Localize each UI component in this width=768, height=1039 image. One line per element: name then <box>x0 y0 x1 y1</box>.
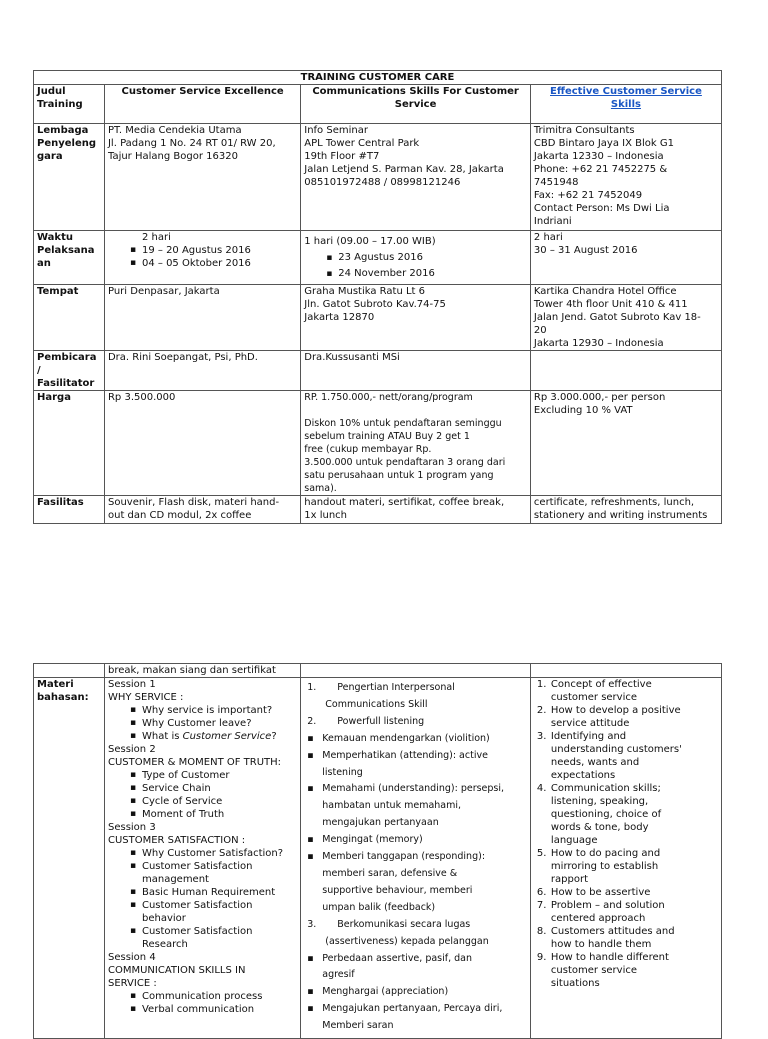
training-table <box>33 70 722 524</box>
pembicara-3 <box>530 351 721 391</box>
harga-1: Rp 3.500.000 <box>104 391 300 496</box>
list-item: ▪ Memberi tanggapan (responding): memberi saran, defensive & supportive behaviour, memberi umpan balik (feedback) <box>307 851 486 913</box>
list-item: 2. How to develop a positive service attitude <box>536 705 681 729</box>
fasilitas-1-continued: break, makan siang dan sertifikat <box>104 664 300 678</box>
col-title-1: Customer Service Excellence <box>104 85 300 124</box>
row-judul <box>34 85 722 124</box>
tempat-1: Puri Denpasar, Jakarta <box>104 285 300 351</box>
col-title-2: Communications Skills For Customer Service <box>301 85 531 124</box>
fasilitas-3: certificate, refreshments, lunch, stationery and writing instruments <box>530 496 721 524</box>
pembicara-2: Dra.Kussusanti MSi <box>301 351 531 391</box>
label-waktu: Waktu Pelaksana an <box>34 231 105 285</box>
row-fasilitas <box>34 496 722 524</box>
bullet-icon: ▪ <box>307 783 314 795</box>
list-item: ▪ Kemauan mendengarkan (violition) <box>304 731 527 748</box>
list-item: 4. Communication skills; listening, speaking, questioning, choice of words & tone, body language <box>536 783 662 846</box>
label-pembicara: Pembicara / Fasilitator <box>34 351 105 391</box>
list-item: 7. Problem – and solution centered approach <box>536 900 665 924</box>
list-item: ▪ 23 Agustus 2016 <box>304 250 527 266</box>
list-item: ▪ Communication process <box>108 990 297 1003</box>
label-harga: Harga <box>34 391 105 496</box>
materi-1: Session 1 WHY SERVICE : ▪ Why service is important? ▪ Why Customer leave? ▪ What is Customer Service? Session 2 CUSTOMER & MOMENT OF TRUTH: ▪ Type of Customer ▪ Service Chain ▪ Cycle of Service ▪ Moment of Truth Session 3 CUSTOMER SATISFACTION : ▪ Why Customer Satisfaction? ▪ Customer Satisfaction management ▪ Basic Human Requirement ▪ Customer Satisfaction behavior ▪ Customer Satisfaction Research Session 4 COMMUNICATION SKILLS IN SERVICE : ▪ Communication process ▪ Verbal communication <box>104 678 300 1039</box>
row-materi <box>34 678 722 1039</box>
list-item: ▪ Type of Customer <box>108 769 297 782</box>
list-item: 1. Pengertian Interpersonal Communications Skill <box>307 682 455 710</box>
list-item: ▪ Memahami (understanding): persepsi, hambatan untuk memahami, mengajukan pertanyaan <box>307 783 505 829</box>
row-pembicara <box>34 351 722 391</box>
row-continuation <box>34 664 722 678</box>
list-item: ▪ Service Chain <box>108 782 297 795</box>
lembaga-1: PT. Media Cendekia Utama Jl. Padang 1 No. 24 RT 01/ RW 20, Tajur Halang Bogor 16320 <box>104 124 300 231</box>
list-item: 9. How to handle different customer service situations <box>536 952 669 989</box>
list-item: ▪ Why Customer Satisfaction? <box>108 847 297 860</box>
list-item: ▪ Verbal communication <box>108 1003 297 1016</box>
list-item: ▪ Mengingat (memory) <box>304 832 527 849</box>
bullet-icon: ▪ <box>307 1003 314 1015</box>
materi-3 <box>530 678 721 1039</box>
bullet-icon: ▪ <box>307 749 314 761</box>
waktu-3: 2 hari 30 – 31 August 2016 <box>530 231 721 285</box>
list-item: 3. Identifying and understanding customers' needs, wants and expectations <box>536 731 682 781</box>
bullet-icon: ▪ <box>307 732 314 744</box>
list-item: 6. How to be assertive <box>536 887 651 898</box>
waktu-2: 1 hari (09.00 – 17.00 WIB) ▪ 23 Agustus 2016 ▪ 24 November 2016 <box>301 231 531 285</box>
materi-3-list <box>534 678 718 990</box>
fasilitas-2: handout materi, sertifikat, coffee break, 1x lunch <box>301 496 531 524</box>
list-item: ▪ 24 November 2016 <box>304 266 527 282</box>
list-item: ▪ Mengajukan pertanyaan, Percaya diri, Memberi saran <box>307 1003 503 1032</box>
list-item: 2. Powerfull listening <box>307 715 425 727</box>
materi-2 <box>301 678 531 1039</box>
pembicara-1: Dra. Rini Soepangat, Psi, PhD. <box>104 351 300 391</box>
label-judul: Judul Training <box>34 85 105 124</box>
table-title: TRAINING CUSTOMER CARE <box>34 71 722 85</box>
tempat-3: Kartika Chandra Hotel Office Tower 4th floor Unit 410 & 411 Jalan Jend. Gatot Subroto Kav 18- 20 Jakarta 12930 – Indonesia <box>530 285 721 351</box>
list-item: ▪ 19 – 20 Agustus 2016 <box>108 244 297 257</box>
waktu-1: 2 hari ▪ 19 – 20 Agustus 2016 ▪ 04 – 05 Oktober 2016 <box>104 231 300 285</box>
lembaga-3: Trimitra Consultants CBD Bintaro Jaya IX Blok G1 Jakarta 12330 – Indonesia Phone: +62 21 7452275 & 7451948 Fax: +62 21 7452049 Contact Person: Ms Dwi Lia Indriani <box>530 124 721 231</box>
list-item: ▪ Why Customer leave? <box>108 717 297 730</box>
label-fasilitas: Fasilitas <box>34 496 105 524</box>
list-item: ▪ Why service is important? <box>108 704 297 717</box>
list-item: ▪ Customer Satisfaction management <box>108 860 297 886</box>
label-lembaga: Lembaga Penyeleng gara <box>34 124 105 231</box>
list-item: ▪ Menghargai (appreciation) <box>304 984 527 1001</box>
label-materi: Materi bahasan: <box>34 678 105 1039</box>
materi-2-list <box>304 680 527 1035</box>
bullet-icon: ▪ <box>307 851 314 863</box>
row-harga <box>34 391 722 496</box>
list-item: ▪ 04 – 05 Oktober 2016 <box>108 257 297 270</box>
fasilitas-1: Souvenir, Flash disk, materi hand- out dan CD modul, 2x coffee <box>104 496 300 524</box>
materi-table <box>33 663 722 1032</box>
list-item: ▪ Customer Satisfaction Research <box>108 925 297 951</box>
bullet-icon: ▪ <box>307 986 314 998</box>
row-waktu <box>34 231 722 285</box>
bullet-icon: ▪ <box>307 952 314 964</box>
list-item: ▪ What is Customer Service? <box>108 730 297 743</box>
row-lembaga <box>34 124 722 231</box>
list-item: 1. Concept of effective customer service <box>536 679 652 703</box>
list-item: ▪ Memperhatikan (attending): active listening <box>307 749 488 778</box>
list-item: 3. Berkomunikasi secara lugas (assertiveness) kepada pelanggan <box>307 918 489 947</box>
list-item: ▪ Customer Satisfaction behavior <box>108 899 297 925</box>
harga-2: RP. 1.750.000,- nett/orang/program Diskon 10% untuk pendaftaran seminggu sebelum training ATAU Buy 2 get 1 free (cukup membayar Rp. 3.500.000 untuk pendaftaran 3 orang dari satu perusahaan untuk 1 program yang sama). <box>301 391 531 496</box>
list-item: ▪ Cycle of Service <box>108 795 297 808</box>
tempat-2: Graha Mustika Ratu Lt 6 Jln. Gatot Subroto Kav.74-75 Jakarta 12870 <box>301 285 531 351</box>
list-item: ▪ Perbedaan assertive, pasif, dan agresif <box>307 952 473 981</box>
list-item: ▪ Basic Human Requirement <box>108 886 297 899</box>
list-item: ▪ Moment of Truth <box>108 808 297 821</box>
col-title-3-link[interactable]: Effective Customer Service Skills <box>550 86 702 110</box>
list-item: 5. How to do pacing and mirroring to establish rapport <box>536 848 661 885</box>
bullet-icon: ▪ <box>307 834 314 846</box>
lembaga-2: Info Seminar APL Tower Central Park 19th Floor #T7 Jalan Letjend S. Parman Kav. 28, Jakarta 085101972488 / 08998121246 <box>301 124 531 231</box>
harga-3: Rp 3.000.000,- per person Excluding 10 % VAT <box>530 391 721 496</box>
row-tempat <box>34 285 722 351</box>
label-tempat: Tempat <box>34 285 105 351</box>
list-item: 8. Customers attitudes and how to handle them <box>536 926 675 950</box>
